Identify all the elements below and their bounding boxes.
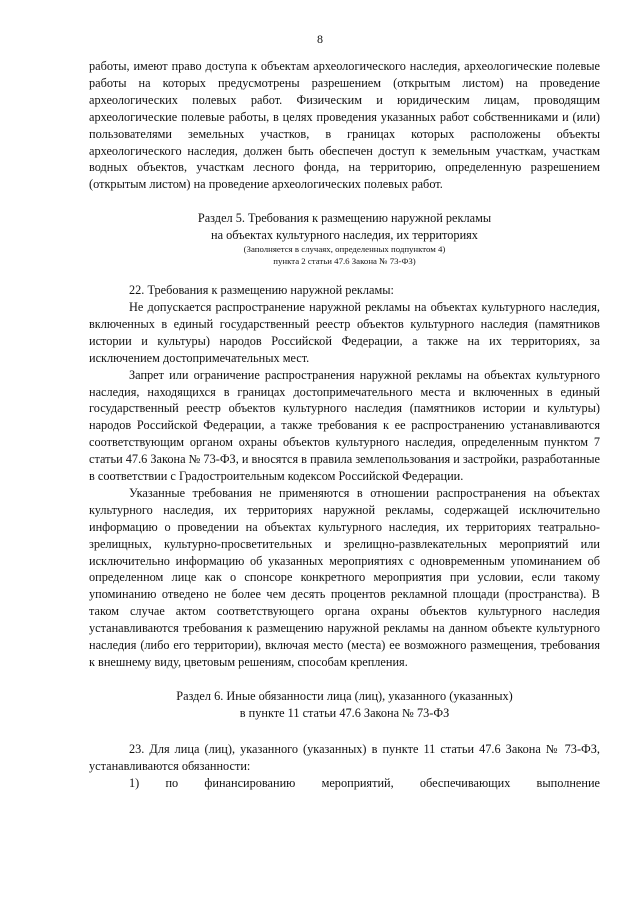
- section-6-title-line-2: в пункте 11 статьи 47.6 Закона № 73-ФЗ: [239, 705, 450, 720]
- clause-22-heading: 22. Требования к размещению наружной рекламы:: [129, 283, 394, 298]
- clause-22-paragraph-3: Указанные требования не применяются в отношении распространения на объектах культурного наследия, их территориях наружной рекламы, содержащей исключительно информацию о проведении на объектах культурного наследия, их территориях театрально-зрелищных, культурно-просветительных и зрелищно-развлекательных мероприятий или исключительно информацию об указанных мероприятиях с одновременным упоминанием об определенном лице как о спонсоре конкретного мероприятия при условии, если такому упоминанию отведено не более чем десять процентов рекламной площади (пространства). В таком случае актом соответствующего органа охраны объектов культурного наследия устанавливаются требования к размещению наружной рекламы на данном объекте культурного наследия (либо его территории), включая место (места) ее возможного размещения, требования к внешнему виду, цветовым решениям, способам крепления.: [89, 485, 600, 669]
- section-5-title-line-1: Раздел 5. Требования к размещению наружной рекламы: [197, 211, 492, 226]
- clause-22-paragraph-2: Запрет или ограничение распространения наружной рекламы на объектах культурного наследия, находящихся в границах достопримечательного места и включенных в единый государственный реестр объектов культурного наследия (памятников истории и культуры) народов Российской Федерации, а также требования к ее распространению устанавливаются соответствующим органом охраны объектов культурного наследия, определенным пунктом 7 статьи 47.6 Закона № 73-ФЗ, и вносятся в правила землепользования и застройки, разработанные в соответствии с Градостроительным кодексом Российской Федерации.: [89, 367, 600, 484]
- section-5-note-line-1: (Заполняется в случаях, определенных подпунктом 4): [243, 244, 446, 255]
- page-number: 8: [317, 32, 323, 46]
- section-6-title-line-1: Раздел 6. Иные обязанности лица (лиц), указанного (указанных): [176, 688, 513, 703]
- page-body: [89, 58, 600, 791]
- clause-23-paragraph: 23. Для лица (лиц), указанного (указанных) в пункте 11 статьи 47.6 Закона № 73-ФЗ, устанавливаются обязанности:: [89, 741, 600, 773]
- clause-23-item-1: 1) по финансированию мероприятий, обеспечивающих выполнение: [129, 775, 600, 790]
- section-5-note-line-2: пункта 2 статьи 47.6 Закона № 73-ФЗ): [273, 255, 416, 266]
- section-5-title-line-2: на объектах культурного наследия, их территориях: [211, 228, 478, 243]
- clause-22-paragraph-1: Не допускается распространение наружной рекламы на объектах культурного наследия, включенных в единый государственный реестр объектов культурного наследия (памятников истории и культуры) народов Российской Федерации, а также на их территориях, за исключением достопримечательных мест.: [89, 299, 600, 365]
- intro-paragraph: работы, имеют право доступа к объектам археологического наследия, археологические полевые работы на которых предусмотрены разрешением (открытым листом) на проведение археологических полевых работ. Физическим и юридическим лицам, проводящим археологические полевые работы, в целях проведения указанных работ собственниками и (или) пользователями земельных участков, в границах которых расположены объекты археологического наследия, должен быть обеспечен доступ к земельным участкам, участкам водных объектов, участкам лесного фонда, на территорию, определенную разрешением (открытым листом) на проведение археологических полевых работ.: [89, 59, 600, 192]
